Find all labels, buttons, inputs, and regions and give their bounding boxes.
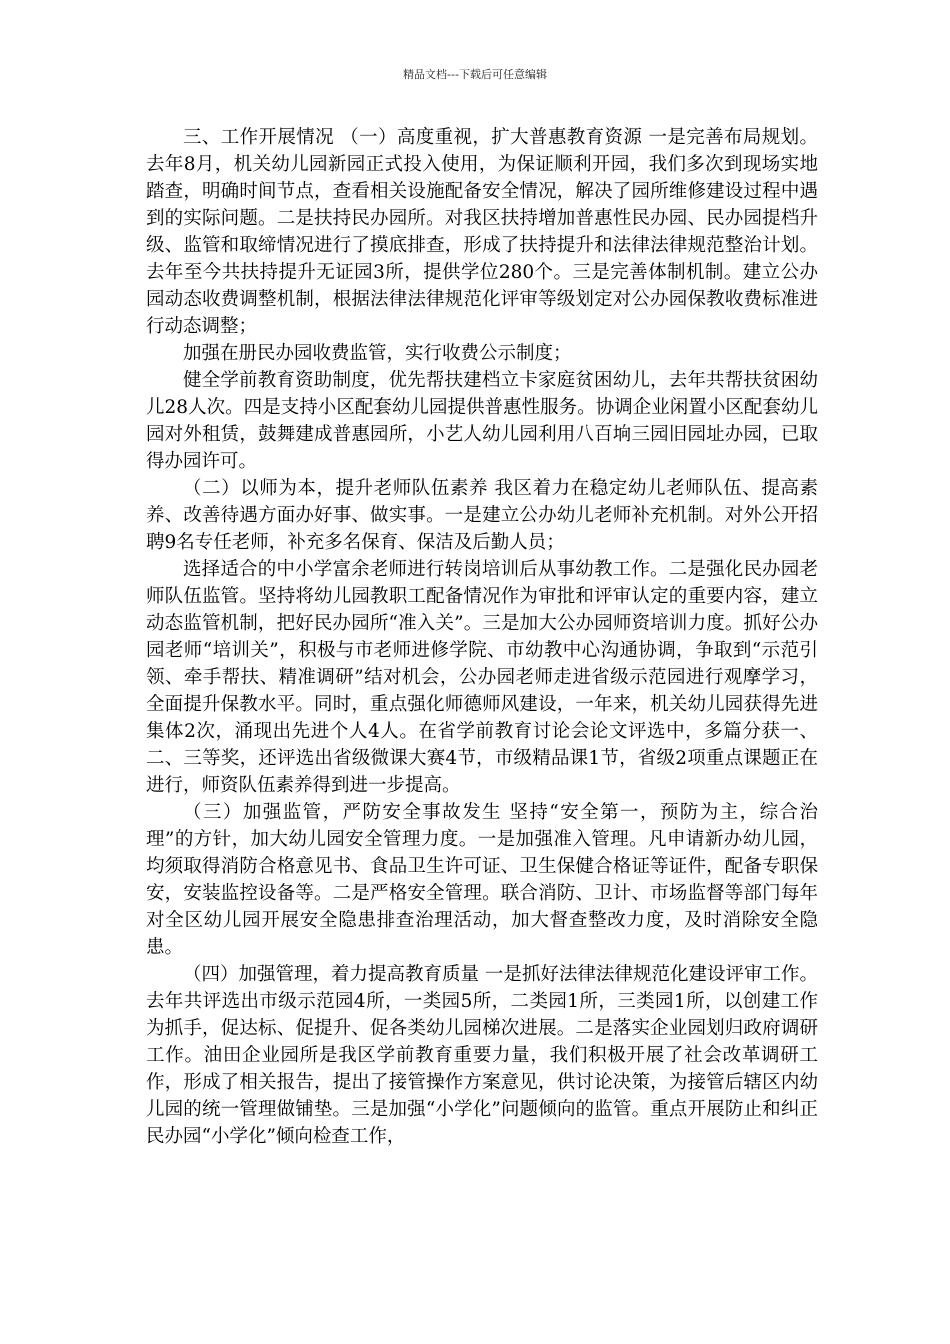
page-header: 精品文档---下载后可任意编辑 [403, 68, 547, 81]
paragraph-fee-supervision: 加强在册民办园收费监管，实行收费公示制度； [183, 343, 572, 364]
paragraph-funding-system: 健全学前教育资助制度，优先帮扶建档立卡家庭贫困幼儿，去年共帮扶贫困幼儿28人次。四是支持小区配套幼儿园提供普惠性服务。协调企业闲置小区配套幼儿园对外租赁，鼓舞建成普惠园所，小艺人幼儿园利用八百垧三园旧园址办园，已取得办园许可。 [146, 370, 818, 472]
paragraph-safety-supervision: （三）加强监管，严防安全事故发生 坚持“安全第一，预防为主，综合治理”的方针，加大幼儿园安全管理力度。一是加强准入管理。凡申请新办幼儿园，均须取得消防合格意见书、食品卫生许可证、卫生保健合格证等证件，配备专职保安，安装监控设备等。二是严格安全管理。联合消防、卫计、市场监督等部门每年对全区幼儿园开展安全隐患排查治理活动，加大督查整改力度，及时消除安全隐患。 [146, 802, 818, 958]
paragraph-work-progress: 三、工作开展情况 （一）高度重视，扩大普惠教育资源 一是完善布局规划。去年8月，机关幼儿园新园正式投入使用，为保证顺利开园，我们多次到现场实地踏查，明确时间节点，查看相关设施配备安全情况，解决了园所维修建设过程中遇到的实际问题。二是扶持民办园所。对我区扶持增加普惠性民办园、民办园提档升级、监管和取缔情况进行了摸底排查，形成了扶持提升和法律法律规范整治计划。去年至今共扶持提升无证园3所，提供学位280个。三是完善体制机制。建立公办园动态收费调整机制，根据法律法律规范化评审等级划定对公办园保教收费标准进行动态调整； [146, 127, 818, 337]
paragraph-teacher-team: （二）以师为本，提升老师队伍素养 我区着力在稳定幼儿老师队伍、提高素养、改善待遇方面办好事、做实事。一是建立公办幼儿老师补充机制。对外公开招聘9名专任老师，补充多名保育、保洁及后勤人员； [146, 478, 818, 553]
paragraph-education-quality: （四）加强管理，着力提高教育质量 一是抓好法律法律规范化建设评审工作。去年共评选出市级示范园4所，一类园5所，二类园1所，三类园1所，以创建工作为抓手，促达标、促提升、促各类幼儿园梯次进展。二是落实企业园划归政府调研工作。油田企业园所是我区学前教育重要力量，我们积极开展了社会改革调研工作，形成了相关报告，提出了接管操作方案意见，供讨论决策，为接管后辖区内幼儿园的统一管理做铺垫。三是加强“小学化”问题倾向的监管。重点开展防止和纠正民办园“小学化”倾向检查工作， [146, 964, 818, 1147]
paragraph-teacher-training: 选择适合的中小学富余老师进行转岗培训后从事幼教工作。二是强化民办园老师队伍监管。坚持将幼儿园教职工配备情况作为审批和评审认定的重要内容，建立动态监管机制，把好民办园所“准入关”。三是加大公办园师资培训力度。抓好公办园老师“培训关”，积极与市老师进修学院、市幼教中心沟通协调，争取到“示范引领、牵手帮扶、精准调研”结对机会，公办园老师走进省级示范园进行观摩学习，全面提升保教水平。同时，重点强化师德师风建设，一年来，机关幼儿园获得先进集体2次，涌现出先进个人4人。在省学前教育讨论会论文评选中，多篇分获一、二、三等奖，还评选出省级微课大赛4节，市级精品课1节，省级2项重点课题正在进行，师资队伍素养得到进一步提高。 [146, 559, 818, 796]
document-body [146, 124, 818, 1150]
